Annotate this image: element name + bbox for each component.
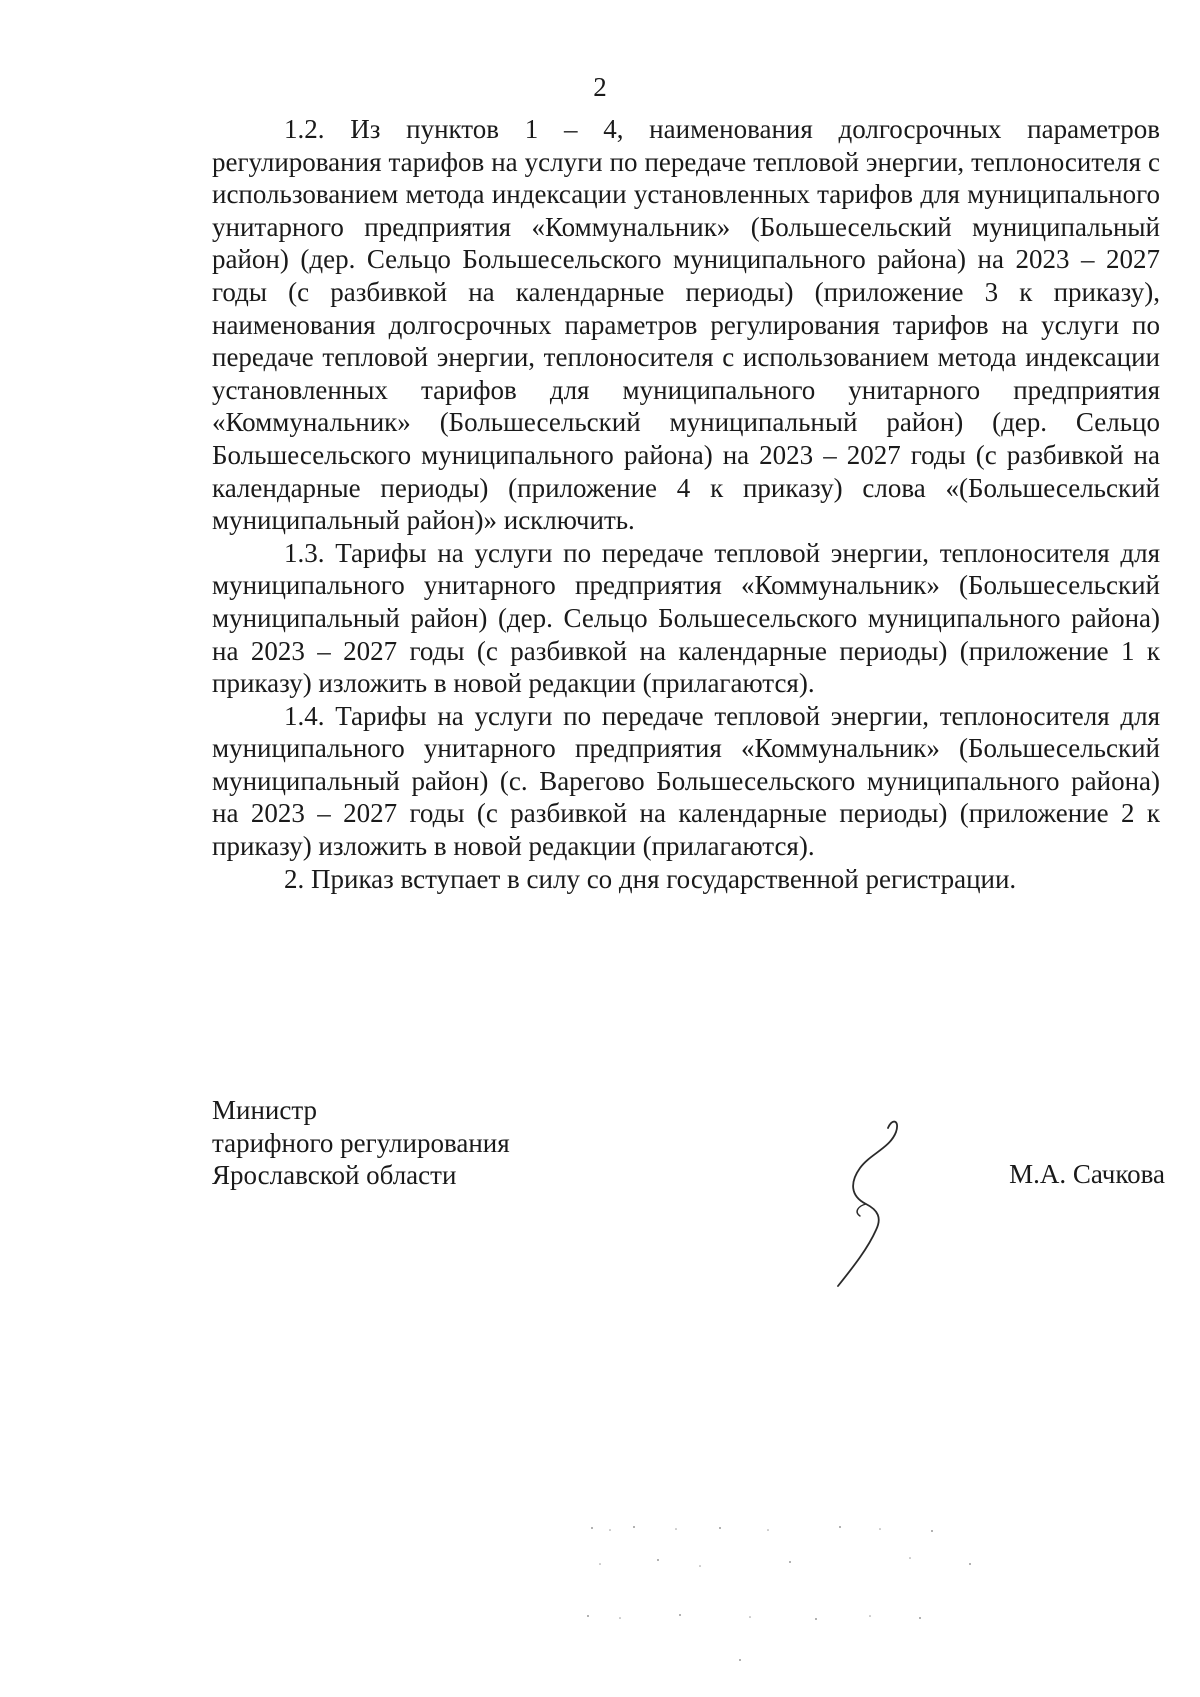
signatory-title-line: Министр	[212, 1095, 317, 1125]
page-number: 2	[593, 72, 607, 102]
signatory-title-line: Ярославской области	[212, 1160, 457, 1191]
signatory-title-line: тарифного регулирования	[212, 1127, 510, 1158]
paragraph-1-3: 1.3. Тарифы на услуги по передаче тепловой энергии, теплоносителя для муниципального унитарного предприятия «Коммунальник» (Большесельский муниципальный район) (дер. Сельцо Большесельского муниципального района) на 2023 – 2027 годы (с разбивкой на календарные периоды) (приложение 1 к приказу) изложить в новой редакции (прилагаются).	[212, 537, 1160, 699]
paragraph-1-2: 1.2. Из пунктов 1 – 4, наименования долгосрочных параметров регулирования тарифов на услуги по передаче тепловой энергии, теплоносителя с использованием метода индексации установленных тарифов для муниципального унитарного предприятия «Коммунальник» (Большесельский муниципальный район) (дер. Сельцо Большесельского муниципального района) на 2023 – 2027 годы (с разбивкой на календарные периоды) (приложение 3 к приказу), наименования долгосрочных параметров регулирования тарифов на услуги по передаче тепловой энергии, теплоносителя с использованием метода индексации установленных тарифов для муниципального унитарного предприятия «Коммунальник» (Большесельский муниципальный район) (дер. Сельцо Большесельского муниципального района) на 2023 – 2027 годы (с разбивкой на календарные периоды) (приложение 4 к приказу) слова «(Большесельский муниципальный район)» исключить.	[212, 114, 1160, 536]
paragraph-2: 2. Приказ вступает в силу со дня государственной регистрации.	[284, 863, 1017, 894]
document-body	[212, 113, 1160, 895]
scan-artifacts	[580, 1520, 1000, 1670]
signatory-name: М.А. Сачкова	[1009, 1159, 1165, 1189]
paragraph-1-4: 1.4. Тарифы на услуги по передаче тепловой энергии, теплоносителя для муниципального унитарного предприятия «Коммунальник» (Большесельский муниципальный район) (с. Варегово Большесельского муниципального района) на 2023 – 2027 годы (с разбивкой на календарные периоды) (приложение 2 к приказу) изложить в новой редакции (прилагаются).	[212, 700, 1160, 862]
signatory-title	[212, 1094, 510, 1192]
handwritten-signature	[820, 1110, 930, 1290]
